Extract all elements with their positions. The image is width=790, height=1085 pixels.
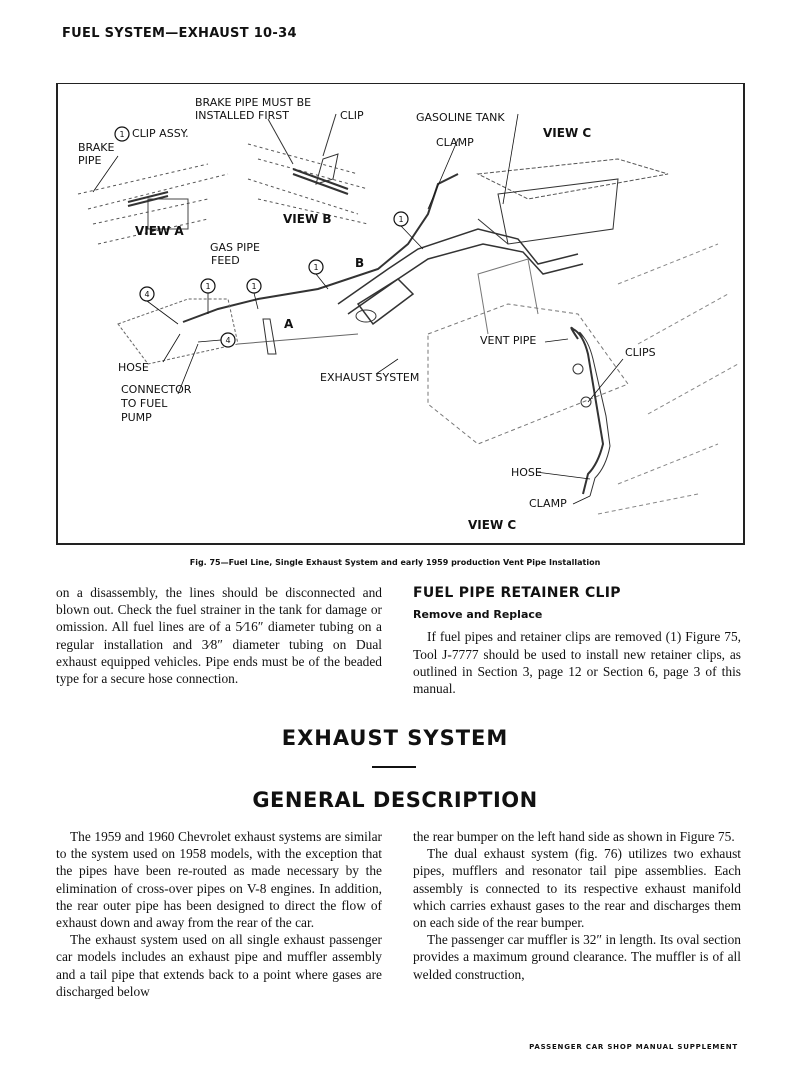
section-title-exhaust-system: EXHAUST SYSTEM [281, 726, 509, 750]
retainer-clip-column [413, 584, 741, 697]
label-connector: CONNECTOR [121, 383, 192, 396]
label-view-a: VIEW A [135, 224, 184, 238]
fuel-line-diagram-illustration [58, 84, 747, 546]
general-description-right-column [413, 828, 741, 983]
label-exhaust-system: EXHAUST SYSTEM [320, 371, 420, 384]
callout-1-left-b: 1 [251, 282, 257, 291]
paragraph-exhaust-history: The 1959 and 1960 Chevrolet exhaust systems are similar to the system used on 1958 models, with the exception that the pipes have been re-routed as made necessary by the elimination of cross-over pipes on V-8 engines. In addition, the rear outer pipe has been designed to direct the flow of exhaust down and away from the rear of the car. [56, 829, 382, 931]
label-hose-left: HOSE [118, 361, 149, 374]
label-view-c-top: VIEW C [543, 126, 592, 140]
callout-4-lower: 4 [225, 336, 231, 345]
label-marker-b: B [355, 256, 365, 270]
label-clips: CLIPS [625, 346, 656, 359]
label-gasoline-tank: GASOLINE TANK [416, 111, 505, 124]
paragraph-muffler: The passenger car muffler is 32″ in length. Its oval section provides a maximum ground clearance. The muffler is of all welded construction, [413, 932, 741, 982]
heading-fuel-pipe-retainer-clip: FUEL PIPE RETAINER CLIP [413, 585, 621, 601]
label-clamp-bottom: CLAMP [529, 497, 567, 510]
label-vent-pipe: VENT PIPE [480, 334, 537, 347]
label-view-b: VIEW B [283, 212, 332, 226]
label-gas-pipe: GAS PIPE [210, 241, 260, 254]
paragraph-single-exhaust-continued: the rear bumper on the left hand side as shown in Figure 75. [413, 829, 735, 844]
fuel-lines-paragraph-column [56, 584, 382, 687]
callout-1-clip-assy: 1 [119, 130, 125, 139]
figure-75 [56, 83, 745, 545]
subheading-remove-and-replace: Remove and Replace [413, 608, 543, 622]
section-divider [372, 766, 416, 768]
running-head: FUEL SYSTEM—EXHAUST 10-34 [62, 26, 297, 41]
subsection-title-general-description: GENERAL DESCRIPTION [252, 788, 538, 812]
label-brake-pipe-must-be: BRAKE PIPE MUST BE [195, 96, 312, 109]
page-footer: PASSENGER CAR SHOP MANUAL SUPPLEMENT [529, 1043, 738, 1051]
label-pump: PUMP [121, 411, 152, 424]
label-marker-a: A [284, 317, 294, 331]
figure-caption: Fig. 75—Fuel Line, Single Exhaust System and early 1959 production Vent Pipe Installation [189, 558, 601, 567]
label-to-fuel: TO FUEL [121, 397, 168, 410]
label-pipe: PIPE [78, 154, 102, 167]
label-hose-right: HOSE [511, 466, 542, 479]
paragraph-single-exhaust: The exhaust system used on all single exhaust passenger car models includes an exhaust pipe and muffler assembly and a tail pipe that extends back to a point where gases are discharged below [56, 932, 382, 999]
label-feed: FEED [211, 254, 240, 267]
label-clamp-top: CLAMP [436, 136, 474, 149]
callout-1-tank: 1 [398, 215, 404, 224]
callout-1-center: 1 [313, 263, 319, 272]
label-brake: BRAKE [78, 141, 115, 154]
retainer-clip-paragraph: If fuel pipes and retainer clips are removed (1) Figure 75, Tool J-7777 should be used to install new retainer clips, as outlined in Section 3, page 12 or Section 6, page 3 of this manual. [413, 629, 741, 697]
label-clip: CLIP [340, 109, 364, 122]
general-description-left-column [56, 828, 382, 1000]
fuel-lines-paragraph: on a disassembly, the lines should be disconnected and blown out. Check the fuel strainer in the tank for damage or omission. All fuel lines are of a 5⁄16″ diameter tubing on a regular installation and 3⁄8″ diameter tubing on Dual exhaust equipped vehicles. Pipe ends must be of the beaded type for a secure hose connection. [56, 585, 382, 687]
label-view-c-bottom: VIEW C [468, 518, 517, 532]
label-installed-first: INSTALLED FIRST [195, 109, 289, 122]
callout-1-left-a: 1 [205, 282, 211, 291]
label-clip-assy: CLIP ASSY. [132, 127, 189, 140]
callout-4-upper: 4 [144, 290, 150, 299]
paragraph-dual-exhaust: The dual exhaust system (fig. 76) utilizes two exhaust pipes, mufflers and resonator tail pipe assemblies. Each assembly is connected to its respective exhaust manifold which carries exhaust gases to the rear and discharges them on each side of the rear bumper. [413, 846, 741, 931]
